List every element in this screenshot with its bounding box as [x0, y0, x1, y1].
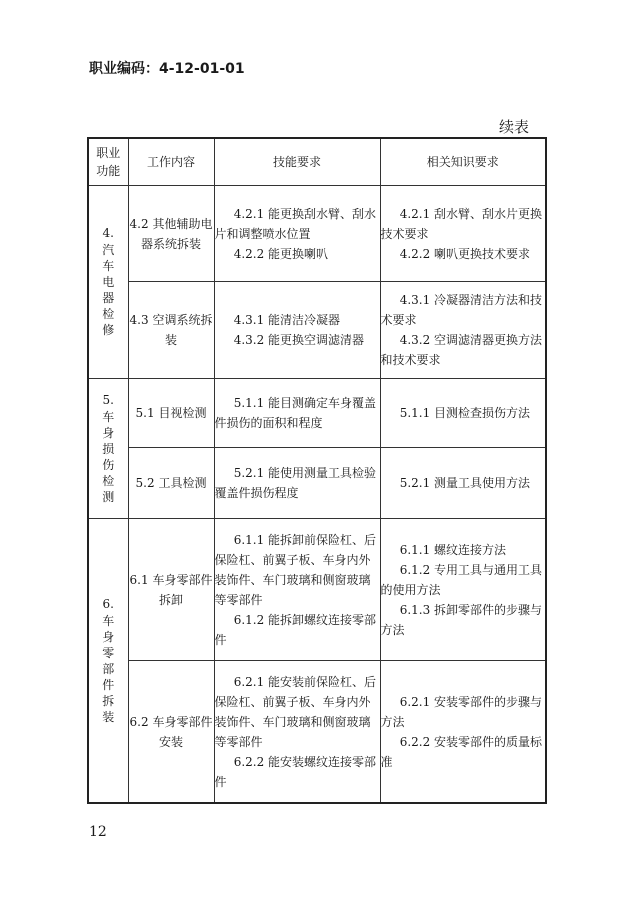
table-row: [88, 519, 546, 661]
function-number: 4.: [102, 225, 114, 240]
knowledge-item: 4.3.2 空调滤清器更换方法和技术要求: [380, 333, 543, 368]
skill-cell: [214, 186, 380, 282]
skill-cell: [214, 378, 380, 447]
skill-cell: [214, 448, 380, 519]
continued-label: 续表: [499, 118, 530, 136]
knowledge-item: 4.3.1 冷凝器清洁方法和技术要求: [380, 293, 543, 328]
knowledge-item: 6.2.1 安装零部件的步骤与方法: [380, 694, 543, 729]
knowledge-cell: [380, 186, 546, 282]
work-content-cell: 4.2 其他辅助电器系统拆装: [128, 186, 214, 282]
knowledge-cell: [380, 282, 546, 378]
function-name: 车身损伤检测: [102, 409, 115, 504]
work-content-cell: 6.2 车身零部件安装: [128, 661, 214, 803]
skill-item: 6.1.2 能拆卸螺纹连接零部件: [214, 612, 377, 647]
knowledge-item: 5.1.1 目测检查损伤方法: [399, 406, 531, 420]
table-row: [88, 661, 546, 803]
function-cell: [88, 519, 128, 803]
knowledge-item: 4.2.2 喇叭更换技术要求: [399, 246, 531, 261]
header-skills: 技能要求: [214, 138, 380, 186]
work-content-cell: 5.2 工具检测: [128, 448, 214, 519]
skill-cell: [214, 282, 380, 378]
header-work: 工作内容: [128, 138, 214, 186]
table-row: [88, 282, 546, 378]
skill-item: 4.2.2 能更换喇叭: [233, 246, 329, 261]
header-function: 职业功能: [88, 138, 128, 186]
skill-item: 5.1.1 能目测确定车身覆盖件损伤的面积和程度: [214, 396, 377, 430]
table-header-row: [88, 138, 546, 186]
skill-item: 6.1.1 能拆卸前保险杠、后保险杠、前翼子板、车身内外装饰件、车门玻璃和侧窗玻璃等零部件: [214, 532, 377, 607]
page-number: 12: [89, 824, 107, 840]
function-name: 车身零部件拆装: [102, 613, 115, 724]
skill-cell: [214, 661, 380, 803]
function-cell: [88, 378, 128, 518]
knowledge-item: 6.2.2 安装零部件的质量标准: [380, 734, 543, 769]
header-knowledge: 相关知识要求: [380, 138, 546, 186]
skills-table: [87, 137, 547, 804]
table-row: [88, 448, 546, 519]
function-number: 5.: [102, 392, 114, 407]
knowledge-item: 6.1.2 专用工具与通用工具的使用方法: [380, 562, 543, 597]
skill-item: 5.2.1 能使用测量工具检验覆盖件损伤程度: [214, 466, 377, 501]
table-row: [88, 378, 546, 447]
skill-item: 4.3.2 能更换空调滤清器: [233, 333, 365, 348]
work-content-cell: 5.1 目视检测: [128, 378, 214, 447]
skill-cell: [214, 519, 380, 661]
skill-item: 4.3.1 能清洁冷凝器: [233, 313, 341, 328]
work-content-cell: 6.1 车身零部件拆卸: [128, 519, 214, 661]
knowledge-item: 5.2.1 测量工具使用方法: [399, 476, 531, 491]
work-content-cell: 4.3 空调系统拆装: [128, 282, 214, 378]
table-row: [88, 186, 546, 282]
knowledge-cell: [380, 448, 546, 519]
knowledge-cell: [380, 378, 546, 447]
knowledge-cell: [380, 661, 546, 803]
function-cell: [88, 186, 128, 379]
function-name: 汽车电器检修: [102, 242, 115, 337]
occupation-code: 职业编码：4-12-01-01: [89, 61, 245, 77]
skill-item: 6.2.1 能安装前保险杠、后保险杠、前翼子板、车身内外装饰件、车门玻璃和侧窗玻璃等零部件: [214, 674, 377, 749]
skill-item: 6.2.2 能安装螺纹连接零部件: [214, 754, 377, 789]
skill-item: 4.2.1 能更换刮水臂、刮水片和调整喷水位置: [214, 206, 377, 241]
function-number: 6.: [102, 596, 114, 611]
knowledge-item: 4.2.1 刮水臂、刮水片更换技术要求: [380, 206, 543, 241]
knowledge-cell: [380, 519, 546, 661]
knowledge-item: 6.1.1 螺纹连接方法: [399, 542, 507, 557]
knowledge-item: 6.1.3 拆卸零部件的步骤与方法: [380, 602, 543, 637]
